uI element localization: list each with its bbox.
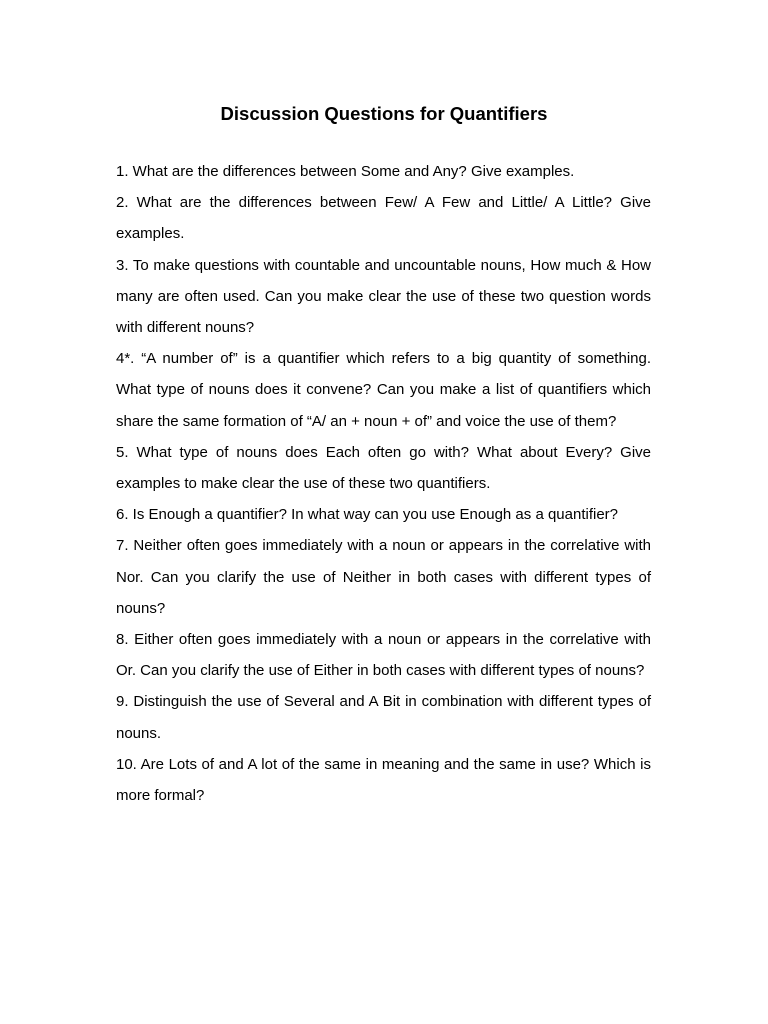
question-item: 5. What type of nouns does Each often go with? What about Every? Give examples to make clear the use of these two quantifiers. <box>116 443 651 493</box>
question-item: 3. To make questions with countable and uncountable nouns, How much & How many are often used. Can you make clear the use of these two question words with different nouns? <box>116 256 651 337</box>
question-item: 7. Neither often goes immediately with a noun or appears in the correlative with Nor. Can you clarify the use of Neither in both cases with different types of nouns? <box>116 537 651 617</box>
question-item: 9. Distinguish the use of Several and A Bit in combination with different types of nouns. <box>116 693 651 742</box>
document-title: Discussion Questions for Quantifiers <box>220 103 548 125</box>
question-item: 6. Is Enough a quantifier? In what way can you use Enough as a quantifier? <box>116 506 619 524</box>
question-item: 8. Either often goes immediately with a noun or appears in the correlative with Or. Can you clarify the use of Either in both cases with different types of nouns? <box>116 631 651 680</box>
question-item: 1. What are the differences between Some and Any? Give examples. <box>116 163 575 180</box>
question-item: 4*. “A number of” is a quantifier which refers to a big quantity of something. What type of nouns does it convene? Can you make a list of quantifiers which share the same formation of “A/ an + noun + of” and voice the use of them? <box>116 350 651 430</box>
question-item: 2. What are the differences between Few/ A Few and Little/ A Little? Give examples. <box>116 194 651 243</box>
question-item: 10. Are Lots of and A lot of the same in meaning and the same in use? Which is more formal? <box>116 755 651 805</box>
question-list <box>116 156 651 811</box>
